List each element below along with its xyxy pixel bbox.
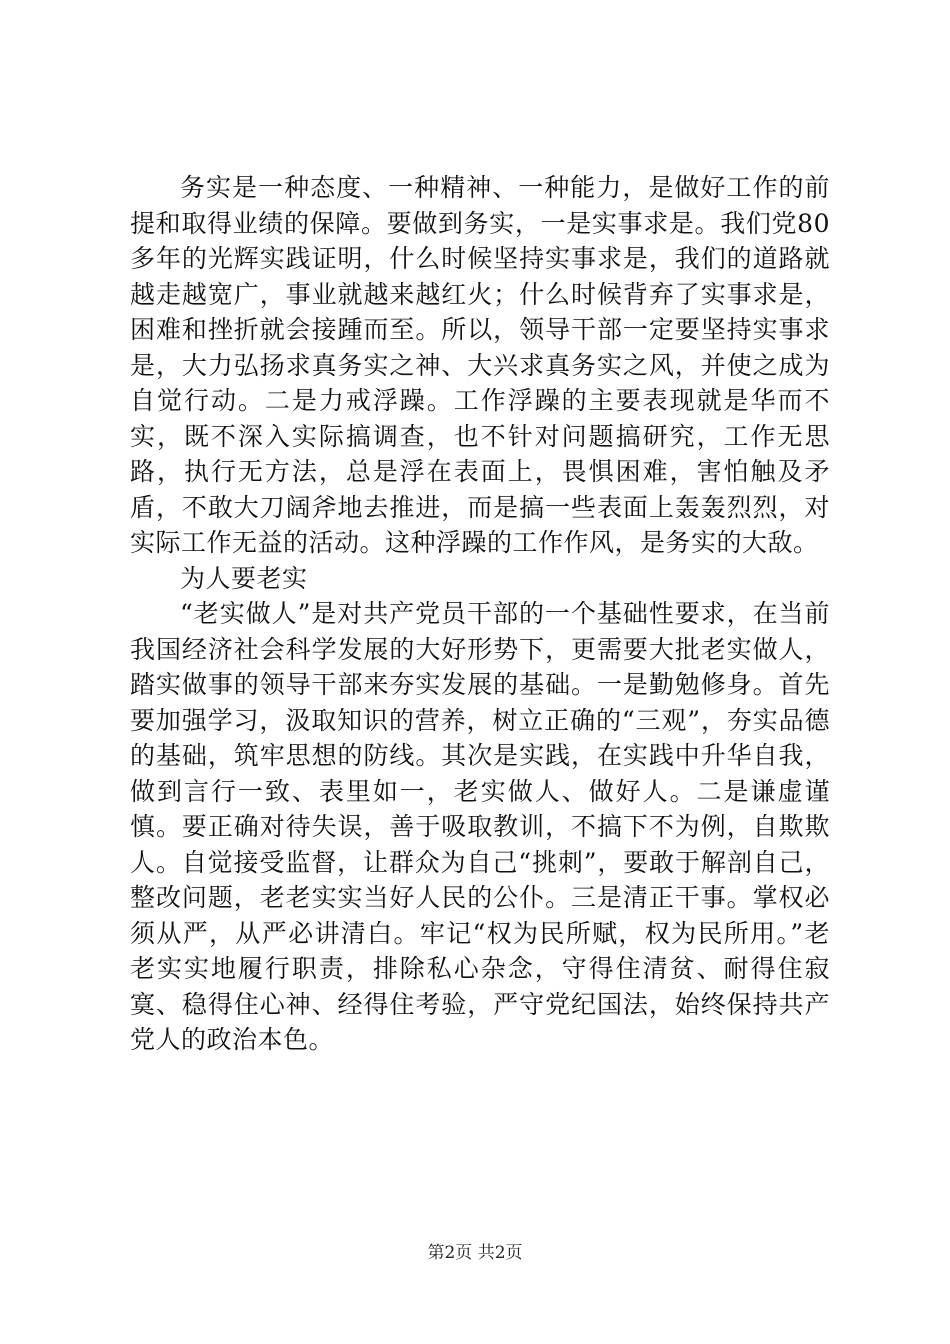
document-body [130, 170, 830, 1058]
page-footer [0, 1242, 950, 1264]
paragraph-honesty: “老实做人”是对共产党员干部的一个基础性要求，在当前我国经济社会科学发展的大好形势下，更需要大批老实做人，踏实做事的领导干部来夯实发展的基础。一是勤勉修身。首先要加强学习，汲取知识的营养，树立正确的“三观”，夯实品德的基础，筑牢思想的防线。其次是实践，在实践中升华自我，做到言行一致、表里如一，老实做人、做好人。二是谦虚谨慎。要正确对待失误，善于吸取教训，不搞下不为例，自欺欺人。自觉接受监督，让群众为自己“挑刺”，要敢于解剖自己，整改问题，老老实实当好人民的公仆。三是清正干事。掌权必须从严，从严必讲清白。牢记“权为民所赋，权为民所用。”老老实实地履行职责，排除私心杂念，守得住清贫、耐得住寂寞、稳得住心神、经得住考验，严守党纪国法，始终保持共产党人的政治本色。 [130, 599, 830, 1054]
paragraph-pragmatism: 务实是一种态度、一种精神、一种能力，是做好工作的前提和取得业绩的保障。要做到务实，一是实事求是。我们党80多年的光辉实践证明，什么时候坚持实事求是，我们的道路就越走越宽广，事业就越来越红火；什么时候背弃了实事求是，困难和挫折就会接踵而至。所以，领导干部一定要坚持实事求是，大力弘扬求真务实之神、大兴求真务实之风，并使之成为自觉行动。二是力戒浮躁。工作浮躁的主要表现就是华而不实，既不深入实际搞调查，也不针对问题搞研究，工作无思路，执行无方法，总是浮在表面上，畏惧困难，害怕触及矛盾，不敢大刀阔斧地去推进，而是搞一些表面上轰轰烈烈，对实际工作无益的活动。这种浮躁的工作作风，是务实的大敌。 [130, 173, 830, 557]
page-number: 第2页 共2页 [427, 1243, 523, 1263]
section-heading-honesty: 为人要老实 [180, 563, 308, 593]
